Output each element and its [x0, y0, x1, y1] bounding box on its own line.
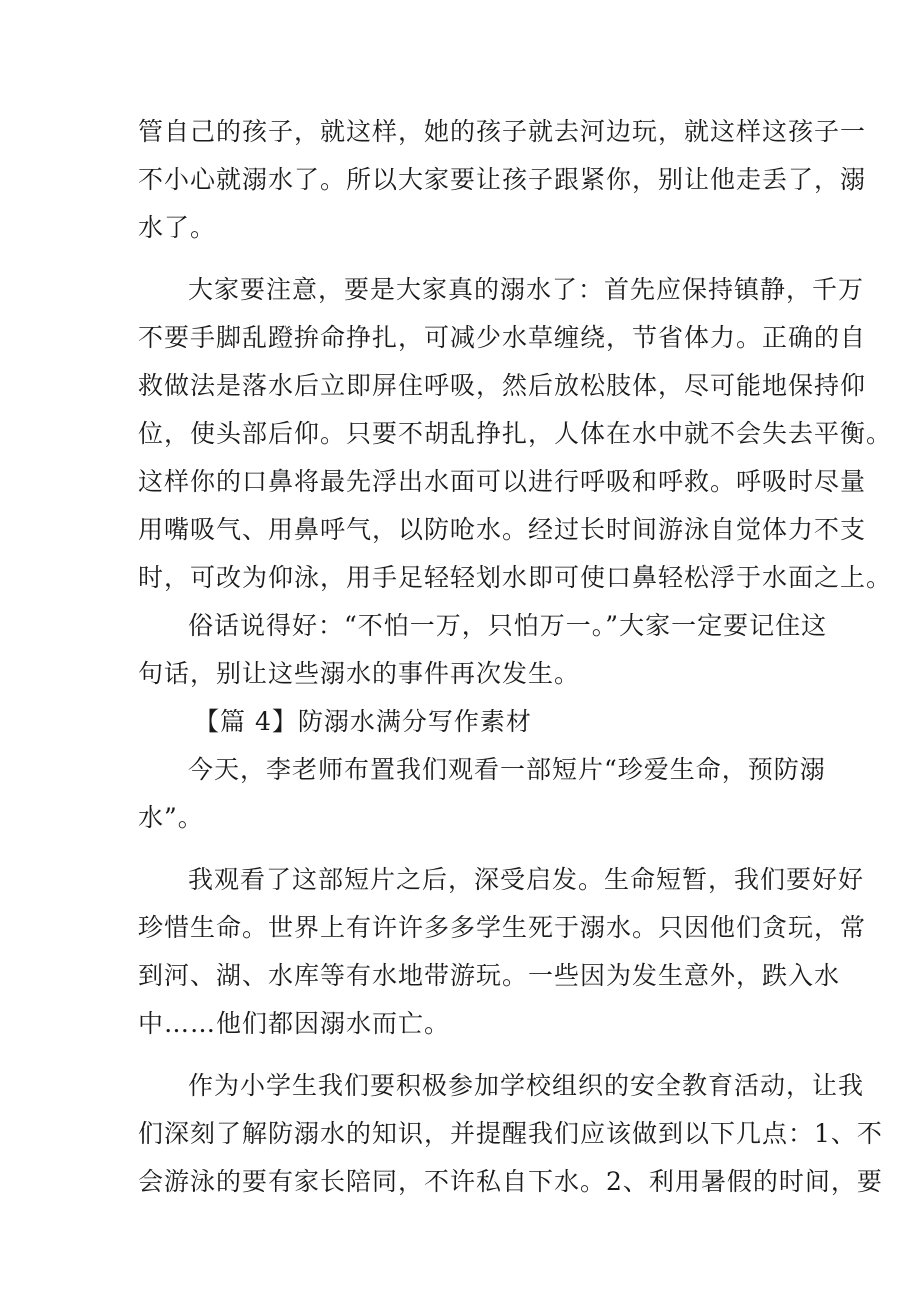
text-line: 到河、湖、水库等有水地带游玩。一些因为发生意外，跌入水: [138, 961, 841, 990]
paragraph-5: [138, 856, 867, 1048]
paragraph-4: [138, 746, 826, 842]
text-line: 这样你的口鼻将最先浮出水面可以进行呼吸和呼救。呼吸时尽量: [138, 467, 867, 496]
text-line: 作为小学生我们要积极参加学校组织的安全教育活动，让我: [188, 1071, 865, 1100]
text-line: 会游泳的要有家长陪同，不许私自下水。2、利用暑假的时间，要: [138, 1167, 883, 1196]
text-line: 中……他们都因溺水而亡。: [138, 1009, 451, 1038]
text-line: 救做法是落水后立即屏住呼吸，然后放松肢体，尽可能地保持仰: [138, 371, 867, 400]
text-line: 用嘴吸气、用鼻呼气，以防呛水。经过长时间游泳自觉体力不支: [138, 515, 867, 544]
paragraph-gap: [138, 252, 800, 266]
text-line: 时，可改为仰泳，用手足轻轻划水即可使口鼻轻松浮于水面之上。: [138, 563, 893, 592]
text-line: 我观看了这部短片之后，深受启发。生命短暂，我们要好好: [188, 865, 865, 894]
text-line: 句话，别让这些溺水的事件再次发生。: [138, 659, 581, 688]
text-line: 管自己的孩子，就这样，她的孩子就去河边玩，就这样这孩子一: [138, 117, 867, 146]
text-line: 们深刻了解防溺水的知识，并提醒我们应该做到以下几点：1、不: [138, 1119, 883, 1148]
paragraph-6: [138, 1062, 883, 1206]
text-line: 位，使头部后仰。只要不胡乱挣扎，人体在水中就不会失去平衡。: [138, 419, 893, 448]
text-line: 不要手脚乱蹬拚命挣扎，可减少水草缠绕，节省体力。正确的自: [138, 323, 867, 352]
text-line: 珍惜生命。世界上有许许多多学生死于溺水。只因他们贪玩，常: [138, 913, 867, 942]
paragraph-gap: [138, 842, 800, 856]
text-line: 大家要注意，要是大家真的溺水了：首先应保持镇静，千万: [188, 275, 865, 304]
paragraph-1: [138, 108, 867, 252]
document-page: [138, 108, 893, 1206]
text-line: 不小心就溺水了。所以大家要让孩子跟紧你，别让他走丢了，溺: [138, 165, 867, 194]
text-line: 今天，李老师布置我们观看一部短片“珍爱生命，预防溺: [188, 755, 826, 784]
section-heading: 【篇 4】防溺水满分写作素材: [194, 707, 532, 736]
text-line: 俗话说得好：“不怕一万，只怕万一。”大家一定要记住这: [188, 611, 828, 640]
paragraph-gap: [138, 1048, 800, 1062]
text-line: 水”。: [138, 803, 204, 832]
text-line: 水了。: [138, 213, 217, 242]
paragraph-2: [138, 266, 893, 602]
paragraph-3: [138, 602, 828, 698]
